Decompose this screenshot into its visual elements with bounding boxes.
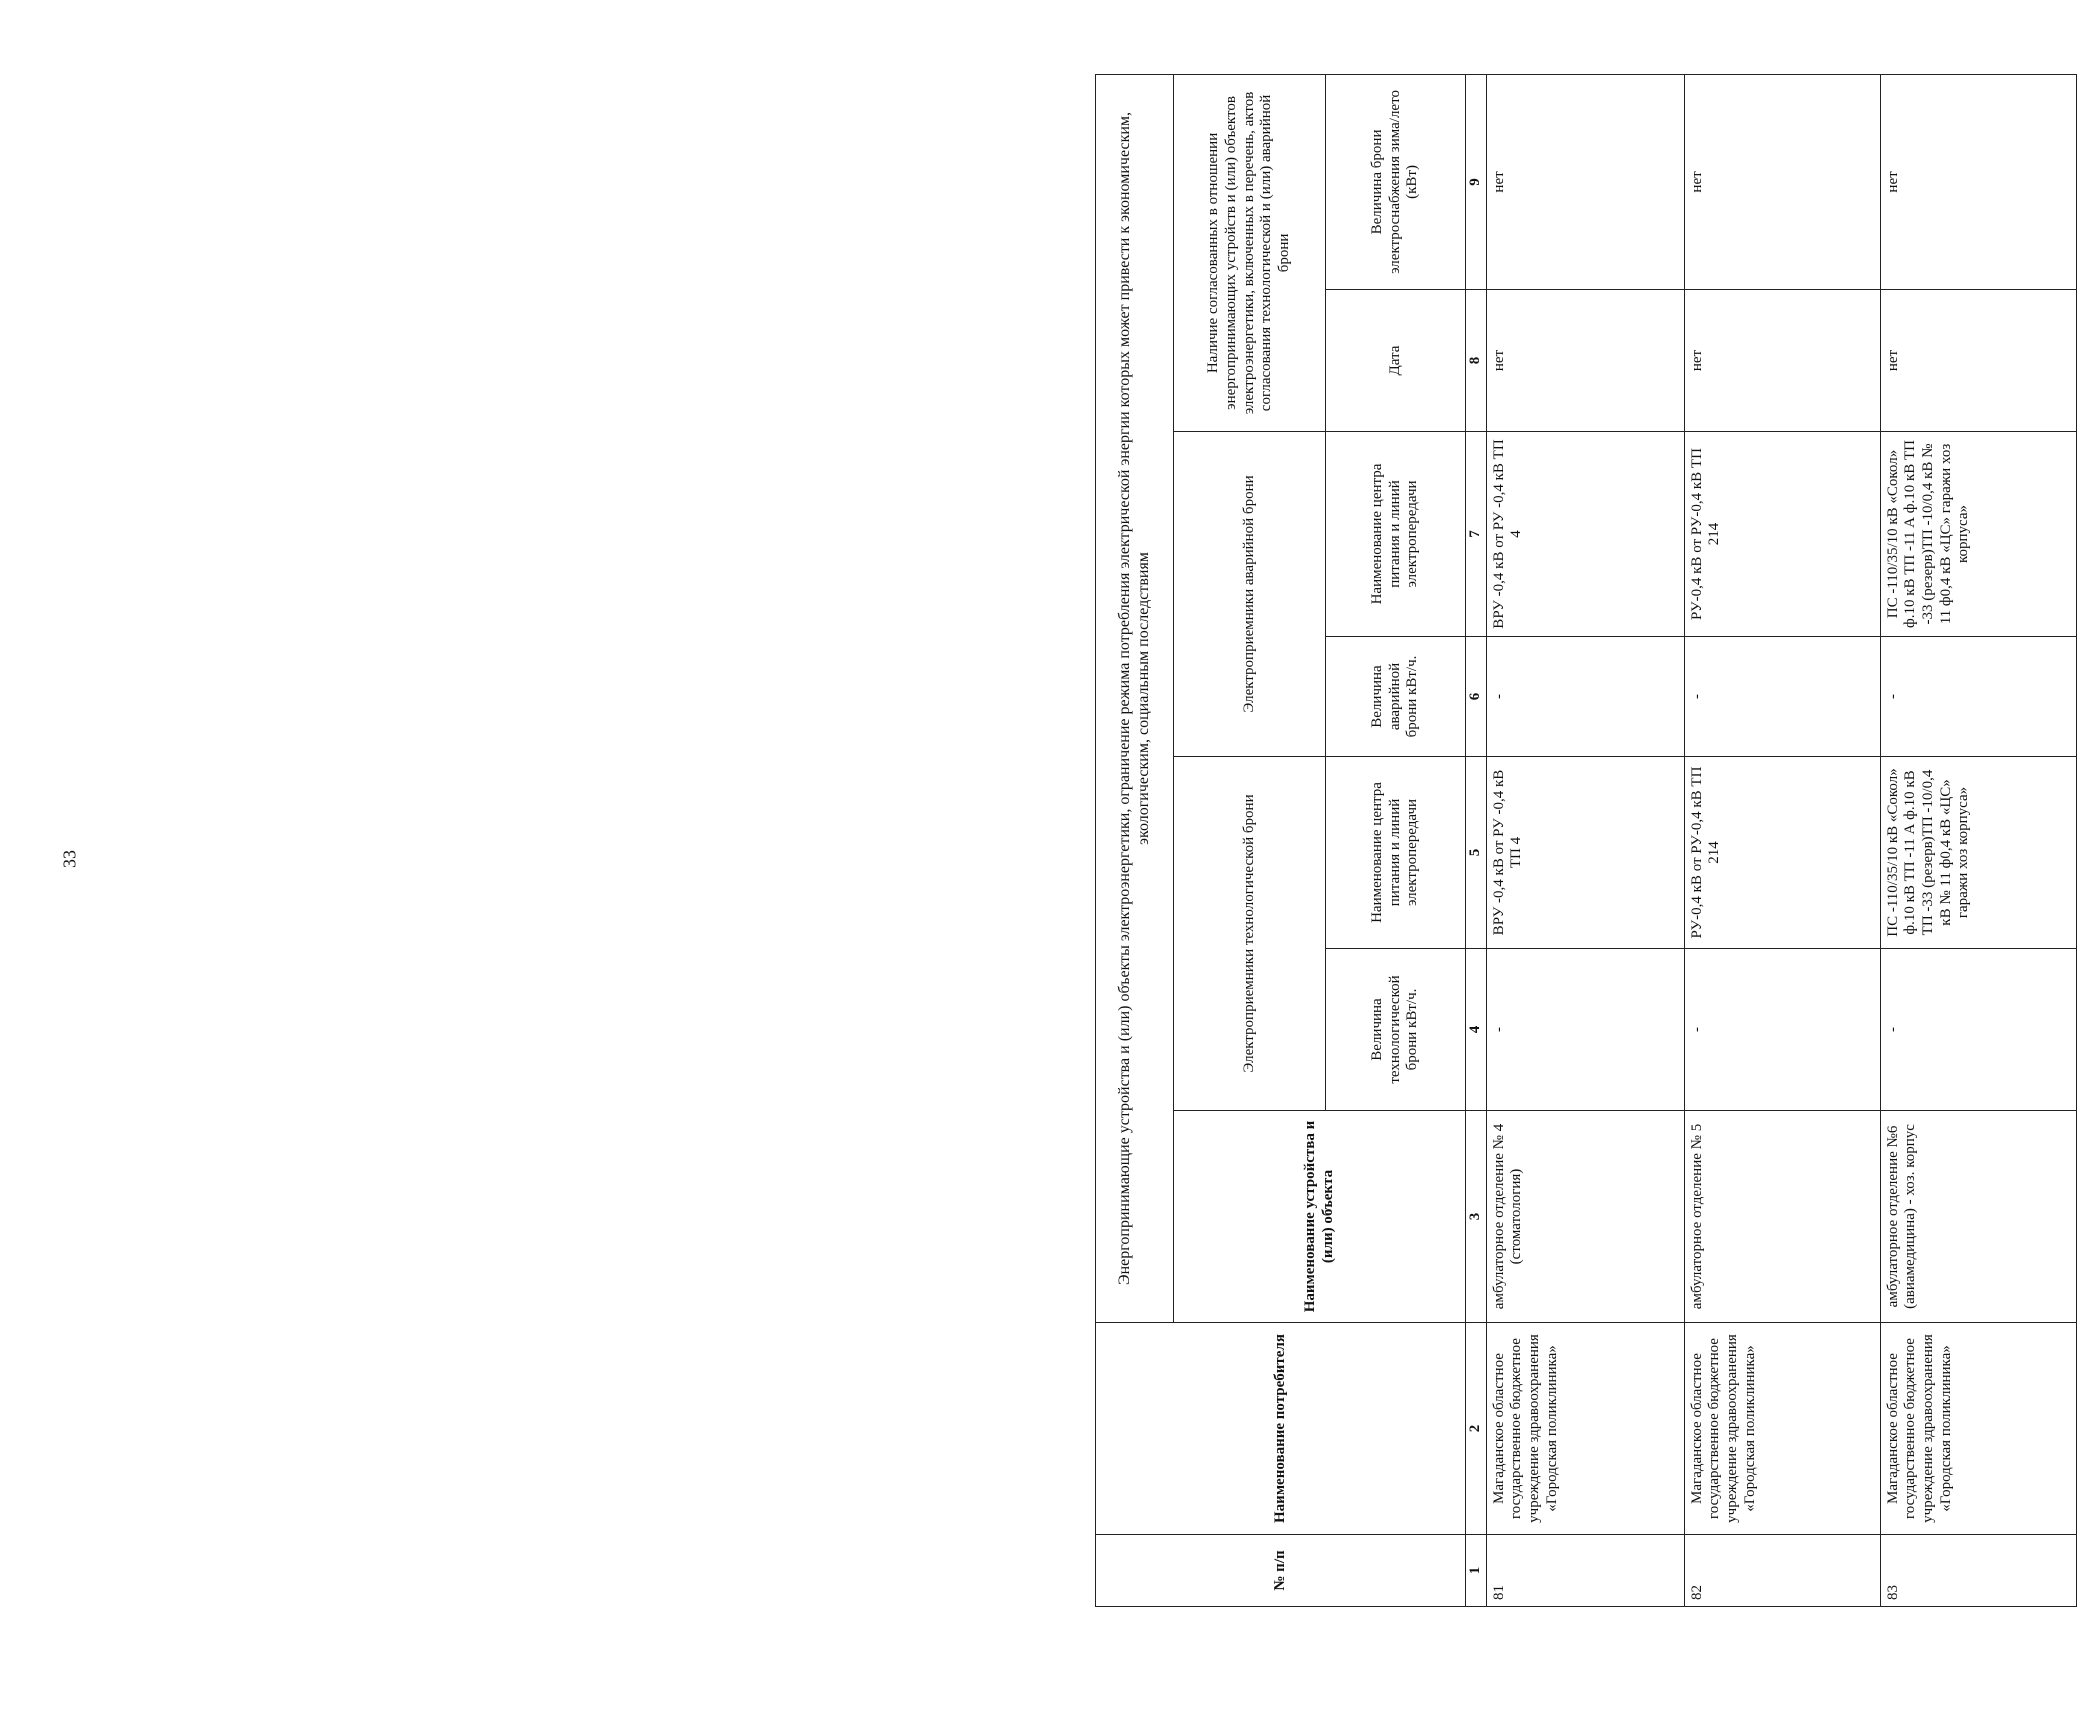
rotated-page — [1095, 75, 2075, 1607]
row-em-value: - — [1684, 637, 1880, 757]
column-number: 3 — [1466, 1111, 1487, 1323]
header-top: Энергопринимающие устройства и (или) объекты электроэнергетики, ограничение режима потребления электрической энергии которых может привести к экономическим, экологическим, социальным последствиям — [1096, 74, 1174, 1322]
header-em-center: Наименование центра питания и линий электропередачи — [1326, 432, 1466, 637]
header-object: Наименование устройства и (или) объекта — [1174, 1111, 1466, 1323]
column-number: 2 — [1466, 1323, 1487, 1535]
row-no: 82 — [1684, 1535, 1880, 1607]
table-row — [1486, 74, 1684, 1606]
header-no: № п/п — [1096, 1535, 1466, 1607]
row-em-center: ПС -110/35/10 кВ «Сокол» ф.10 кВ ТП -11 А ф.10 кВ ТП -33 (резерв)ТП -10/0,4 кВ № 11 ф0,4 кВ «ЦС» гаражи хоз корпуса» — [1880, 432, 2076, 637]
column-number: 9 — [1466, 74, 1487, 289]
header-group-emergency: Электроприемники аварийной брони — [1174, 432, 1326, 757]
row-date: нет — [1486, 290, 1684, 432]
column-number: 8 — [1466, 290, 1487, 432]
row-tech-center: РУ-0,4 кВ от РУ-0,4 кВ ТП 214 — [1684, 757, 1880, 949]
header-date: Дата — [1326, 290, 1466, 432]
header-group-agreement: Наличие согласованных в отношении энергопринимающих устройств и (или) объектов электроэнергетики, включенных в перечень, актов согласования технологической и (или) аварийной брони — [1174, 74, 1326, 431]
row-date: нет — [1684, 290, 1880, 432]
row-em-value: - — [1880, 637, 2076, 757]
row-object: амбулаторное отделение № 4 (стоматология) — [1486, 1111, 1684, 1323]
row-em-value: - — [1486, 637, 1684, 757]
header-tech-value: Величина технологической брони кВт/ч. — [1326, 949, 1466, 1111]
row-date: нет — [1880, 290, 2076, 432]
row-consumer: Магаданское областное государственное бюджетное учреждение здравоохранения «Городская поликлиника» — [1880, 1323, 2076, 1535]
table-row — [1684, 74, 1880, 1606]
column-number: 1 — [1466, 1535, 1487, 1607]
row-tech-value: - — [1486, 949, 1684, 1111]
row-no: 81 — [1486, 1535, 1684, 1607]
column-number: 5 — [1466, 757, 1487, 949]
row-consumer: Магаданское областное государственное бюджетное учреждение здравоохранения «Городская поликлиника» — [1684, 1323, 1880, 1535]
row-object: амбулаторное отделение № 5 — [1684, 1111, 1880, 1323]
header-consumer: Наименование потребителя — [1096, 1323, 1466, 1535]
row-supply: нет — [1880, 74, 2076, 289]
column-number: 4 — [1466, 949, 1487, 1111]
header-em-value: Величина аварийной брони кВт/ч. — [1326, 637, 1466, 757]
row-tech-value: - — [1684, 949, 1880, 1111]
row-supply: нет — [1486, 74, 1684, 289]
row-em-center: РУ-0,4 кВ от РУ-0,4 кВ ТП 214 — [1684, 432, 1880, 637]
row-object: амбулаторное отделение №6 (авиамедицина) - хоз. корпус — [1880, 1111, 2076, 1323]
column-number-row — [1466, 74, 1487, 1606]
header-tech-center: Наименование центра питания и линий электропередачи — [1326, 757, 1466, 949]
page-number: 33 — [59, 850, 80, 868]
column-number: 6 — [1466, 637, 1487, 757]
row-em-center: ВРУ -0,4 кВ от РУ -0,4 кВ ТП 4 — [1486, 432, 1684, 637]
table-row — [1880, 74, 2076, 1606]
reservation-table — [1095, 74, 2077, 1607]
row-tech-center: ПС -110/35/10 кВ «Сокол» ф.10 кВ ТП -11 А ф.10 кВ ТП -33 (резерв)ТП -10/0,4 кВ № 11 ф0,4 кВ «ЦС» гаражи хоз корпуса» — [1880, 757, 2076, 949]
row-consumer: Магаданское областное государственное бюджетное учреждение здравоохранения «Городская поликлиника» — [1486, 1323, 1684, 1535]
header-group-tech: Электроприемники технологической брони — [1174, 757, 1326, 1111]
row-tech-center: ВРУ -0,4 кВ от РУ -0,4 кВ ТП 4 — [1486, 757, 1684, 949]
header-supply: Величина брони электроснабжения зима/лето (кВт) — [1326, 74, 1466, 289]
column-number: 7 — [1466, 432, 1487, 637]
row-supply: нет — [1684, 74, 1880, 289]
row-tech-value: - — [1880, 949, 2076, 1111]
row-no: 83 — [1880, 1535, 2076, 1607]
